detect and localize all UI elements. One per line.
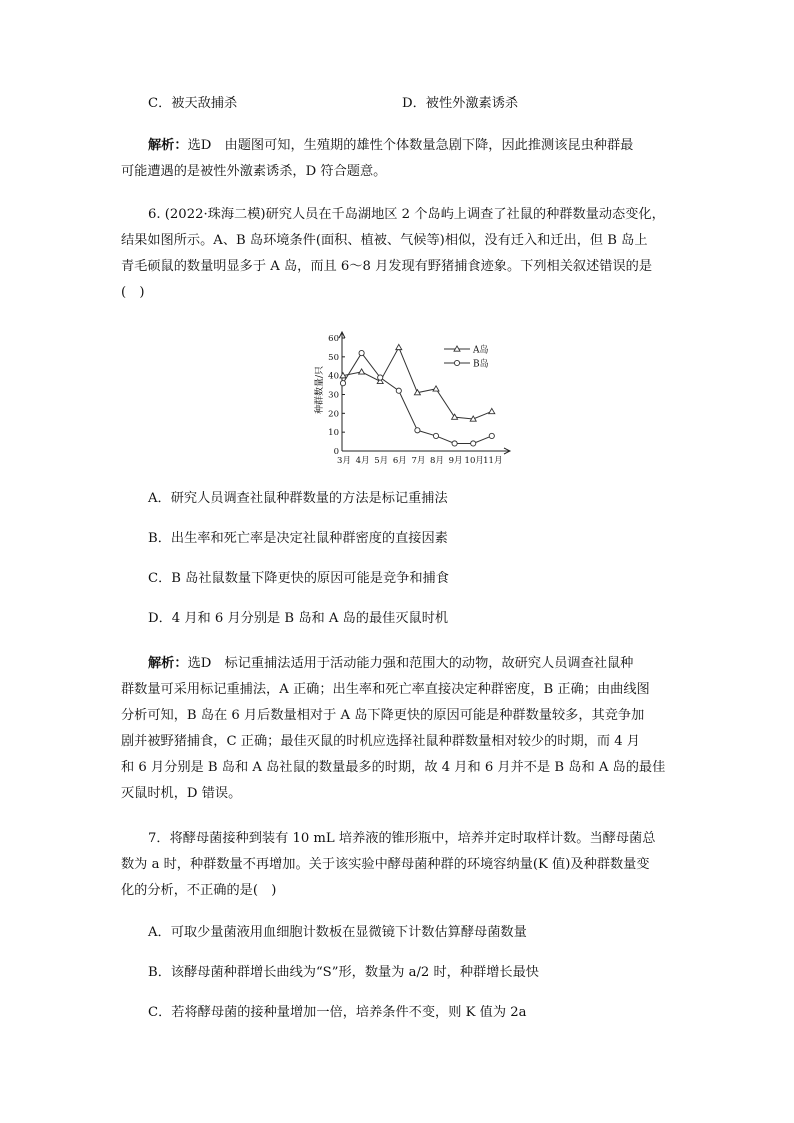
data-point-triangle: [359, 369, 365, 374]
data-point-triangle: [489, 408, 495, 413]
q6-option-a: A．研究人员调查社鼠种群数量的方法是标记重捕法: [148, 491, 448, 506]
q6-stem-line-1: 6. (2022·珠海二模)研究人员在千岛湖地区 2 个岛屿上调查了社鼠的种群数量动态变化，: [148, 207, 665, 222]
x-tick-label: 3月: [337, 456, 351, 466]
x-tick-label: 9月: [448, 456, 463, 466]
y-tick-label: 60: [328, 334, 339, 344]
analysis-label: 解析：: [148, 138, 188, 153]
y-tick-label: 50: [328, 352, 339, 363]
data-point-triangle: [396, 344, 402, 349]
q6-stem-line-3: 青毛硕鼠的数量明显多于 A 岛，而且 6～8 月发现有野猪捕食迹象。下列相关叙述错误的是: [121, 259, 653, 274]
q6-analysis-line-6: 灭鼠时机，D 错误。: [121, 786, 242, 801]
data-point-circle: [452, 441, 457, 446]
q6-option-d: D．4 月和 6 月分别是 B 岛和 A 岛的最佳灭鼠时机: [148, 611, 449, 626]
data-point-circle: [471, 441, 476, 446]
q6-analysis-line-2: 群数量可采用标记重捕法，A 正确；出生率和死亡率直接决定种群密度，B 正确；由曲线图: [121, 682, 650, 697]
data-point-triangle: [452, 414, 458, 419]
x-tick-label: 6月: [392, 456, 407, 466]
q7-stem-line-2: 数为 a 时，种群数量不再增加。关于该实验中酵母菌种群的环境容纳量(K 值)及种群数量变: [121, 857, 650, 872]
legend-circle-icon: [454, 360, 459, 365]
x-tick-label: 7月: [411, 456, 426, 466]
y-tick-label: 30: [328, 390, 339, 401]
q5-option-d: D．被性外激素诱杀: [402, 96, 519, 111]
q6-analysis-line-3: 分析可知，B 岛在 6 月后数量相对于 A 岛下降更快的原因可能是种群数量较多，其竞争加: [121, 708, 645, 723]
x-tick-label: 10月: [464, 456, 484, 466]
q5-analysis-line-1: 解析：选D 由题图可知，生殖期的雄性个体数量急剧下降，因此推测该昆虫种群最: [148, 138, 634, 153]
q7-option-a: A．可取少量菌液用血细胞计数板在显微镜下计数估算酵母菌数量: [148, 925, 527, 940]
data-point-circle: [359, 350, 364, 355]
analysis-label: 解析：: [148, 656, 188, 671]
x-tick-label: 8月: [430, 456, 444, 466]
data-point-circle: [415, 428, 420, 433]
population-line-chart: [300, 320, 520, 470]
q7-stem-line-1: 7．将酵母菌接种到装有 10 mL 培养液的锥形瓶中，培养并定时取样计数。当酵母菌总: [148, 831, 656, 846]
q7-option-b: B．该酵母菌种群增长曲线为“S”形，数量为 a/2 时，种群增长最快: [148, 965, 539, 980]
q7-stem-line-3: 化的分析，不正确的是( ): [121, 883, 277, 898]
q6-analysis-line-1: 解析：选D 标记重捕法适用于活动能力强和范围大的动物，故研究人员调查社鼠种: [148, 656, 634, 671]
q6-analysis-line-5: 和 6 月分别是 B 岛和 A 岛社鼠的数量最多的时期，故 4 月和 6 月并不是 B 岛和 A 岛的最佳: [121, 760, 666, 775]
legend-label: A岛: [473, 345, 489, 356]
y-axis-label: 种群数量/只: [315, 365, 325, 415]
q5-analysis-line-2: 可能遭遇的是被性外激素诱杀，D 符合题意。: [121, 164, 387, 179]
q7-option-c: C．若将酵母菌的接种量增加一倍，培养条件不变，则 K 值为 2a: [148, 1005, 527, 1020]
q6-option-b: B．出生率和死亡率是决定社鼠种群密度的直接因素: [148, 531, 448, 546]
data-point-circle: [340, 381, 345, 386]
y-tick-label: 40: [328, 371, 339, 382]
data-point-triangle: [433, 386, 439, 391]
y-tick-label: 20: [328, 409, 339, 420]
q6-stem-line-4: ( ): [121, 285, 145, 300]
q5-option-c: C．被天敌捕杀: [148, 96, 238, 111]
data-point-circle: [433, 433, 438, 438]
q6-stem-line-2: 结果如图所示。A、B 岛环境条件(面积、植被、气候等)相似，没有迁入和迁出，但 B 岛上: [121, 233, 648, 248]
legend-label: B岛: [473, 359, 489, 370]
x-tick-label: 11月: [483, 456, 503, 466]
y-tick-label: 0: [333, 447, 339, 457]
q6-analysis-line-4: 剧并被野猪捕食，C 正确；最佳灭鼠的时机应选择社鼠种群数量相对较少的时期，而 4 月: [121, 734, 640, 749]
data-point-circle: [396, 388, 401, 393]
data-point-circle: [489, 433, 494, 438]
x-tick-label: 4月: [355, 456, 370, 466]
x-tick-label: 5月: [374, 456, 389, 466]
q6-option-c: C．B 岛社鼠数量下降更快的原因可能是竞争和捕食: [148, 571, 449, 586]
y-tick-label: 10: [328, 428, 339, 439]
data-point-circle: [378, 375, 383, 380]
